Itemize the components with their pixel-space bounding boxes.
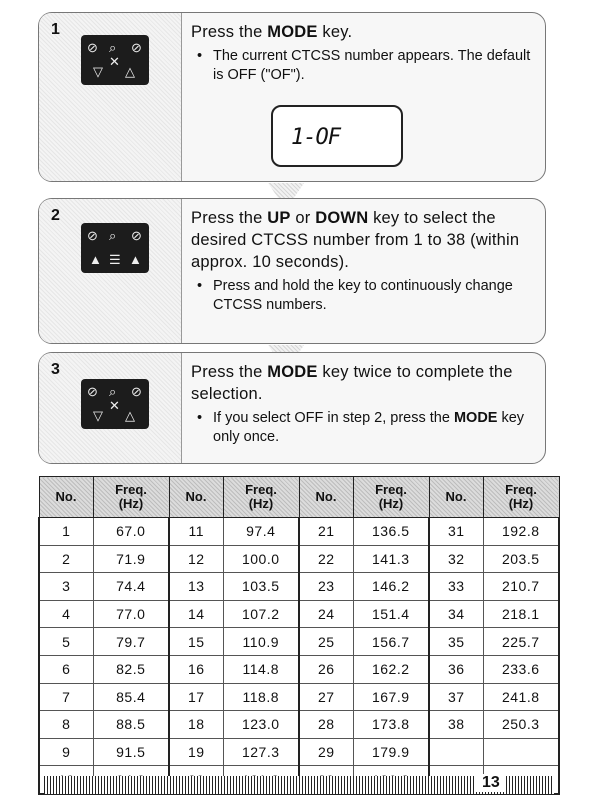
ctcss-frequency-cell xyxy=(483,738,559,766)
table-row xyxy=(39,600,559,628)
ctcss-number-cell: 33 xyxy=(429,573,483,601)
ctcss-frequency-cell: 141.3 xyxy=(353,545,429,573)
step-3-note: • If you select OFF in step 2, press the MODE key only once. xyxy=(191,409,533,447)
col-header-no: No. xyxy=(169,477,223,518)
ctcss-frequency-cell: 107.2 xyxy=(223,600,299,628)
col-header-freq: Freq. (Hz) xyxy=(483,477,559,518)
keypad-mode-highlight-icon: ⊘ ⌕ ⊘ ▽ ✕ △ xyxy=(81,35,149,85)
col-header-freq: Freq. (Hz) xyxy=(353,477,429,518)
ctcss-number-cell: 23 xyxy=(299,573,353,601)
ctcss-frequency-cell: 91.5 xyxy=(93,738,169,766)
col-header-no: No. xyxy=(39,477,93,518)
lcd-readout: 1-OF xyxy=(291,125,340,150)
step-3-illustration-panel xyxy=(39,353,182,463)
ctcss-frequency-cell: 173.8 xyxy=(353,711,429,739)
ctcss-number-cell: 12 xyxy=(169,545,223,573)
ctcss-number-cell: 36 xyxy=(429,655,483,683)
step-1-text xyxy=(191,21,533,85)
ctcss-frequency-cell: 136.5 xyxy=(353,518,429,546)
ctcss-frequency-table xyxy=(38,476,560,795)
ctcss-frequency-cell: 167.9 xyxy=(353,683,429,711)
ctcss-number-cell: 14 xyxy=(169,600,223,628)
ctcss-frequency-cell: 100.0 xyxy=(223,545,299,573)
ctcss-frequency-cell: 146.2 xyxy=(353,573,429,601)
ctcss-number-cell: 13 xyxy=(169,573,223,601)
ctcss-frequency-cell: 67.0 xyxy=(93,518,169,546)
ctcss-frequency-cell: 114.8 xyxy=(223,655,299,683)
keypad-mode-highlight-icon: ⊘ ⌕ ⊘ ▽ ✕ △ xyxy=(81,379,149,429)
ctcss-frequency-cell: 85.4 xyxy=(93,683,169,711)
ctcss-number-cell: 4 xyxy=(39,600,93,628)
col-header-no: No. xyxy=(429,477,483,518)
ctcss-number-cell: 7 xyxy=(39,683,93,711)
step-1-illustration-panel xyxy=(39,13,182,181)
ctcss-number-cell: 37 xyxy=(429,683,483,711)
step-connector-arrow xyxy=(268,183,304,199)
ctcss-frequency-cell: 151.4 xyxy=(353,600,429,628)
mode-key-label: MODE xyxy=(267,23,318,41)
table-row xyxy=(39,518,559,546)
ctcss-number-cell: 17 xyxy=(169,683,223,711)
ctcss-frequency-cell: 241.8 xyxy=(483,683,559,711)
ctcss-frequency-cell: 110.9 xyxy=(223,628,299,656)
ctcss-number-cell: 1 xyxy=(39,518,93,546)
ctcss-number-cell: 19 xyxy=(169,738,223,766)
ctcss-frequency-cell: 77.0 xyxy=(93,600,169,628)
step-1-box xyxy=(38,12,546,182)
ctcss-number-cell: 29 xyxy=(299,738,353,766)
ctcss-frequency-cell: 233.6 xyxy=(483,655,559,683)
col-header-freq: Freq. (Hz) xyxy=(223,477,299,518)
ctcss-frequency-cell: 127.3 xyxy=(223,738,299,766)
ctcss-number-cell: 8 xyxy=(39,711,93,739)
ctcss-frequency-cell: 203.5 xyxy=(483,545,559,573)
ctcss-number-cell: 9 xyxy=(39,738,93,766)
ctcss-number-cell: 31 xyxy=(429,518,483,546)
ctcss-number-cell: 25 xyxy=(299,628,353,656)
ctcss-frequency-cell: 88.5 xyxy=(93,711,169,739)
ctcss-frequency-cell: 118.8 xyxy=(223,683,299,711)
ctcss-number-cell: 32 xyxy=(429,545,483,573)
table-row xyxy=(39,738,559,766)
step-2-number: 2 xyxy=(51,207,60,224)
ctcss-frequency-cell: 103.5 xyxy=(223,573,299,601)
table-row xyxy=(39,545,559,573)
ctcss-frequency-cell: 210.7 xyxy=(483,573,559,601)
ctcss-number-cell: 34 xyxy=(429,600,483,628)
down-key-label: DOWN xyxy=(315,209,369,227)
lcd-display xyxy=(271,105,403,167)
ctcss-number-cell: 28 xyxy=(299,711,353,739)
ctcss-number-cell: 21 xyxy=(299,518,353,546)
ctcss-number-cell: 5 xyxy=(39,628,93,656)
step-1-number: 1 xyxy=(51,21,60,38)
step-1-note: • The current CTCSS number appears. The default is OFF ("OF"). xyxy=(191,47,533,85)
keypad-up-down-highlight-icon: ⊘ ⌕ ⊘ ▲ ☰ ▲ xyxy=(81,223,149,273)
ctcss-number-cell: 2 xyxy=(39,545,93,573)
page-number: 13 xyxy=(476,774,506,792)
ctcss-number-cell: 27 xyxy=(299,683,353,711)
table-row xyxy=(39,573,559,601)
ctcss-frequency-cell: 162.2 xyxy=(353,655,429,683)
ctcss-frequency-cell: 123.0 xyxy=(223,711,299,739)
ctcss-number-cell: 11 xyxy=(169,518,223,546)
table-row xyxy=(39,711,559,739)
ctcss-number-cell: 22 xyxy=(299,545,353,573)
ctcss-number-cell: 18 xyxy=(169,711,223,739)
col-header-no: No. xyxy=(299,477,353,518)
mode-key-label: MODE xyxy=(267,363,318,381)
ctcss-frequency-cell: 225.7 xyxy=(483,628,559,656)
step-2-text xyxy=(191,207,533,315)
ctcss-number-cell xyxy=(429,738,483,766)
table-row xyxy=(39,683,559,711)
step-2-instruction: Press the UP or DOWN key to select the desired CTCSS number from 1 to 38 (within approx. 10 seconds). xyxy=(191,209,520,271)
ctcss-frequency-cell: 74.4 xyxy=(93,573,169,601)
col-header-freq: Freq. (Hz) xyxy=(93,477,169,518)
ctcss-frequency-cell: 82.5 xyxy=(93,655,169,683)
ctcss-number-cell: 16 xyxy=(169,655,223,683)
step-3-number: 3 xyxy=(51,361,60,378)
mode-key-label: MODE xyxy=(453,410,498,426)
ctcss-frequency-cell: 179.9 xyxy=(353,738,429,766)
step-3-text xyxy=(191,361,533,447)
step-1-instruction: Press the MODE key. xyxy=(191,23,353,41)
ctcss-number-cell: 26 xyxy=(299,655,353,683)
ctcss-number-cell: 24 xyxy=(299,600,353,628)
step-3-instruction: Press the MODE key twice to complete the selection. xyxy=(191,363,513,403)
ctcss-frequency-cell: 250.3 xyxy=(483,711,559,739)
table-row xyxy=(39,628,559,656)
step-2-box xyxy=(38,198,546,344)
table-row xyxy=(39,655,559,683)
ctcss-number-cell: 3 xyxy=(39,573,93,601)
step-3-box xyxy=(38,352,546,464)
step-2-note: • Press and hold the key to continuously change CTCSS numbers. xyxy=(191,277,533,315)
ctcss-number-cell: 6 xyxy=(39,655,93,683)
ctcss-number-cell: 38 xyxy=(429,711,483,739)
ctcss-number-cell: 15 xyxy=(169,628,223,656)
ctcss-frequency-cell: 192.8 xyxy=(483,518,559,546)
ctcss-frequency-cell: 156.7 xyxy=(353,628,429,656)
step-2-illustration-panel xyxy=(39,199,182,343)
ctcss-frequency-cell: 71.9 xyxy=(93,545,169,573)
ctcss-frequency-cell: 218.1 xyxy=(483,600,559,628)
ctcss-number-cell: 35 xyxy=(429,628,483,656)
ctcss-frequency-cell: 97.4 xyxy=(223,518,299,546)
table-header-row xyxy=(39,477,559,518)
ctcss-frequency-cell: 79.7 xyxy=(93,628,169,656)
up-key-label: UP xyxy=(267,209,291,227)
